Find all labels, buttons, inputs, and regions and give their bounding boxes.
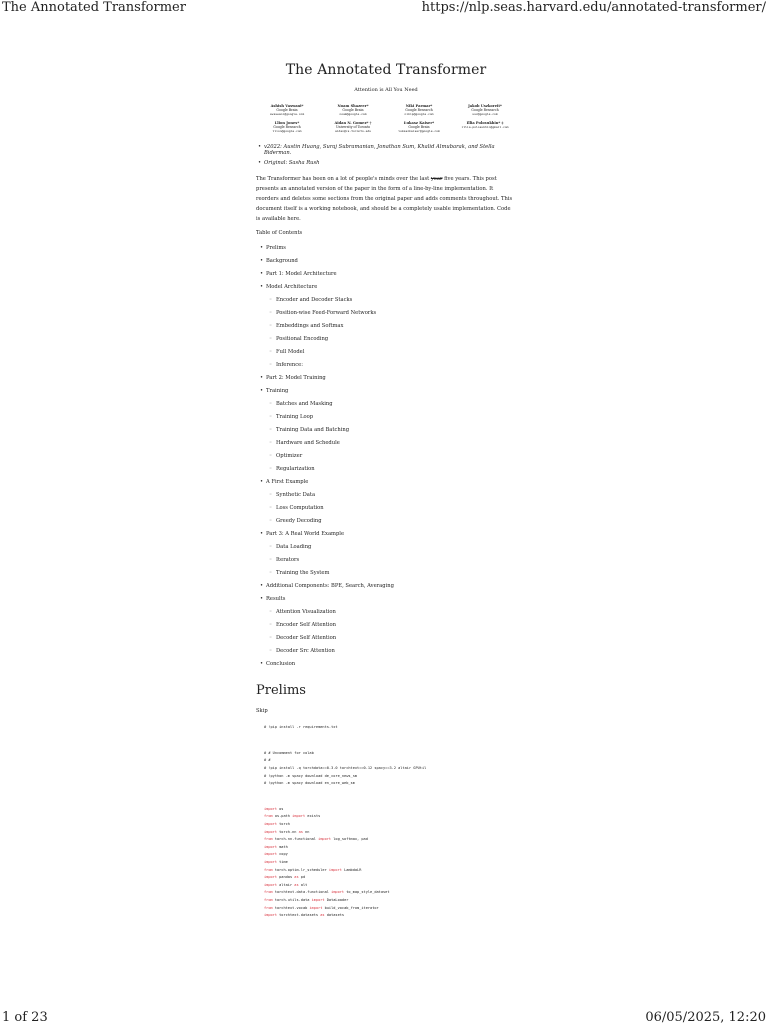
- code-line: # !python -m spacy download en_core_web_sm: [264, 781, 355, 786]
- toc-link[interactable]: ◦ Positional Encoding: [262, 333, 516, 346]
- code-line: from os.path import exists: [264, 814, 321, 819]
- author-affil: Google Research: [273, 124, 301, 129]
- code-line: from torch.utils.data import DataLoader: [264, 897, 349, 902]
- author-email[interactable]: illia.polosukhin@gmail.com: [461, 124, 509, 129]
- code-section: [256, 724, 516, 919]
- code-line: from torch.optim.lr_scheduler import LambdaLR: [264, 867, 362, 872]
- toc-link[interactable]: ◦ Position-wise Feed-Forward Networks: [262, 307, 516, 320]
- print-footer-page: 1 of 23: [2, 1010, 48, 1025]
- print-footer-datetime: 06/05/2025, 12:20: [645, 1010, 766, 1025]
- toc-link[interactable]: • Prelims: [262, 242, 516, 255]
- toc-link[interactable]: ◦ Iterators: [262, 554, 516, 567]
- toc-link[interactable]: ◦ Training Data and Batching: [262, 424, 516, 437]
- toc-link[interactable]: • Background: [262, 255, 516, 268]
- toc-link[interactable]: • Training: [262, 385, 516, 398]
- author-email[interactable]: usz@google.com: [472, 112, 498, 117]
- author-entry: [323, 121, 383, 134]
- author-email[interactable]: nikip@google.com: [404, 112, 434, 117]
- document-title: The Annotated Transformer: [285, 62, 487, 78]
- table-of-contents: [256, 242, 516, 671]
- print-header-url: https://nlp.seas.harvard.edu/annotated-transformer/: [421, 0, 766, 15]
- code-line: # !pip install -r requirements.txt: [264, 725, 338, 730]
- code-line: import altair as alt: [264, 882, 308, 887]
- section-heading-prelims: Prelims: [256, 683, 306, 699]
- code-line: import torchtext.datasets as datasets: [264, 913, 345, 918]
- code-line: import math: [264, 844, 288, 849]
- author-name: Niki Parmar*: [405, 104, 433, 108]
- code-line: from torchtext.vocab import build_vocab_from_iterator: [264, 905, 379, 910]
- credit-item: • Original: Sasha Rush: [264, 160, 516, 166]
- code-line: import torch: [264, 821, 290, 826]
- author-entry: [323, 104, 383, 117]
- author-entry: [389, 121, 449, 134]
- code-line: from torchtext.data.functional import to_map_style_dataset: [264, 890, 390, 895]
- toc-link[interactable]: • Additional Components: BPE, Search, Averaging: [262, 580, 516, 593]
- code-block: [256, 806, 516, 920]
- toc-link[interactable]: ◦ Training Loop: [262, 411, 516, 424]
- toc-link[interactable]: ◦ Batches and Masking: [262, 398, 516, 411]
- struck-word: year: [430, 176, 443, 183]
- author-affil: University of Toronto: [335, 124, 371, 129]
- code-line: # !python -m spacy download de_core_news_sm: [264, 773, 358, 778]
- toc-link[interactable]: ◦ Loss Computation: [262, 502, 516, 515]
- code-line: # #: [264, 758, 271, 763]
- code-line: import time: [264, 859, 288, 864]
- author-name: Noam Shazeer*: [337, 104, 369, 108]
- skip-text: Skip: [256, 708, 268, 715]
- author-affil: Google Research: [471, 108, 499, 113]
- code-line: import torch.nn as nn: [264, 829, 310, 834]
- toc-link[interactable]: ◦ Greedy Decoding: [262, 515, 516, 528]
- toc-link[interactable]: ◦ Encoder Self Attention: [262, 619, 516, 632]
- author-entry: [455, 121, 515, 134]
- code-block: [256, 750, 516, 788]
- print-header-title: The Annotated Transformer: [2, 0, 186, 15]
- toc-link[interactable]: ◦ Embeddings and Softmax: [262, 320, 516, 333]
- document-page: [256, 62, 516, 938]
- toc-link[interactable]: ◦ Decoder Self Attention: [262, 632, 516, 645]
- toc-link[interactable]: ◦ Regularization: [262, 463, 516, 476]
- author-name: Łukasz Kaiser*: [403, 120, 435, 125]
- toc-link[interactable]: • Part 1: Model Architecture: [262, 268, 516, 281]
- author-name: Ashish Vaswani*: [270, 104, 304, 108]
- author-name: Llion Jones*: [274, 120, 300, 125]
- author-email[interactable]: lukaszkaiser@google.com: [398, 129, 440, 134]
- author-entry: [257, 121, 317, 134]
- author-email[interactable]: aidan@cs.toronto.edu: [334, 129, 372, 134]
- toc-link[interactable]: • Part 3: A Real World Example: [262, 528, 516, 541]
- toc-link[interactable]: • A First Example: [262, 476, 516, 489]
- author-block: [256, 104, 516, 137]
- toc-title: Table of Contents: [256, 230, 303, 237]
- author-entry: [257, 104, 317, 117]
- author-affil: Google Brain: [342, 108, 364, 113]
- toc-link[interactable]: • Conclusion: [262, 658, 516, 671]
- code-line: import pandas as pd: [264, 875, 306, 880]
- credit-item: • v2022: Austin Huang, Suraj Subramanian, Jonathan Sum, Khalid Almubarak, and Stella Biderman.: [264, 144, 516, 156]
- code-line: import copy: [264, 852, 288, 857]
- code-line: # !pip install -q torchdata==0.3.0 torchtext==0.12 spacy==3.2 altair GPUtil: [264, 766, 427, 770]
- toc-link[interactable]: • Results: [262, 593, 516, 606]
- author-entry: [389, 104, 449, 117]
- author-email[interactable]: avaswani@google.com: [269, 112, 305, 117]
- paper-title: Attention is All You Need: [354, 87, 418, 93]
- credits-list: [256, 144, 516, 166]
- toc-link[interactable]: • Part 2: Model Training: [262, 372, 516, 385]
- toc-link[interactable]: ◦ Inference:: [262, 359, 516, 372]
- intro-paragraph: The Transformer has been on a lot of people's minds over the last year five years. This post presents an annotated version of the paper in the form of a line-by-line implementation. It reorders and deletes some sections from the original paper and adds comments throughout. This document itself is a working notebook, and should be a completely usable implementation. Code is available here.: [256, 176, 513, 223]
- toc-link[interactable]: ◦ Training the System: [262, 567, 516, 580]
- author-name: Jakob Uszkoreit*: [468, 104, 502, 108]
- author-affil: Google Brain: [276, 108, 298, 113]
- toc-link[interactable]: ◦ Decoder Src Attention: [262, 645, 516, 658]
- toc-link[interactable]: ◦ Optimizer: [262, 450, 516, 463]
- author-name: Aidan N. Gomez* †: [334, 120, 372, 125]
- code-line: import os: [264, 806, 284, 811]
- toc-link[interactable]: ◦ Attention Visualization: [262, 606, 516, 619]
- author-name: Illia Polosukhin* ‡: [466, 120, 504, 125]
- toc-link[interactable]: • Model Architecture: [262, 281, 516, 294]
- author-email[interactable]: llion@google.com: [272, 129, 302, 134]
- author-affil: Google Brain: [408, 124, 430, 129]
- toc-link[interactable]: ◦ Data Loading: [262, 541, 516, 554]
- code-line: from torch.nn.functional import log_softmax, pad: [264, 837, 368, 842]
- author-affil: Google Research: [405, 108, 433, 113]
- toc-link[interactable]: ◦ Full Model: [262, 346, 516, 359]
- author-entry: [455, 104, 515, 117]
- code-line: # # Uncomment for colab: [264, 750, 314, 755]
- toc-link[interactable]: ◦ Encoder and Decoder Stacks: [262, 294, 516, 307]
- code-block: [256, 724, 516, 732]
- toc-link[interactable]: ◦ Synthetic Data: [262, 489, 516, 502]
- toc-link[interactable]: ◦ Hardware and Schedule: [262, 437, 516, 450]
- author-email[interactable]: noam@google.com: [339, 112, 367, 117]
